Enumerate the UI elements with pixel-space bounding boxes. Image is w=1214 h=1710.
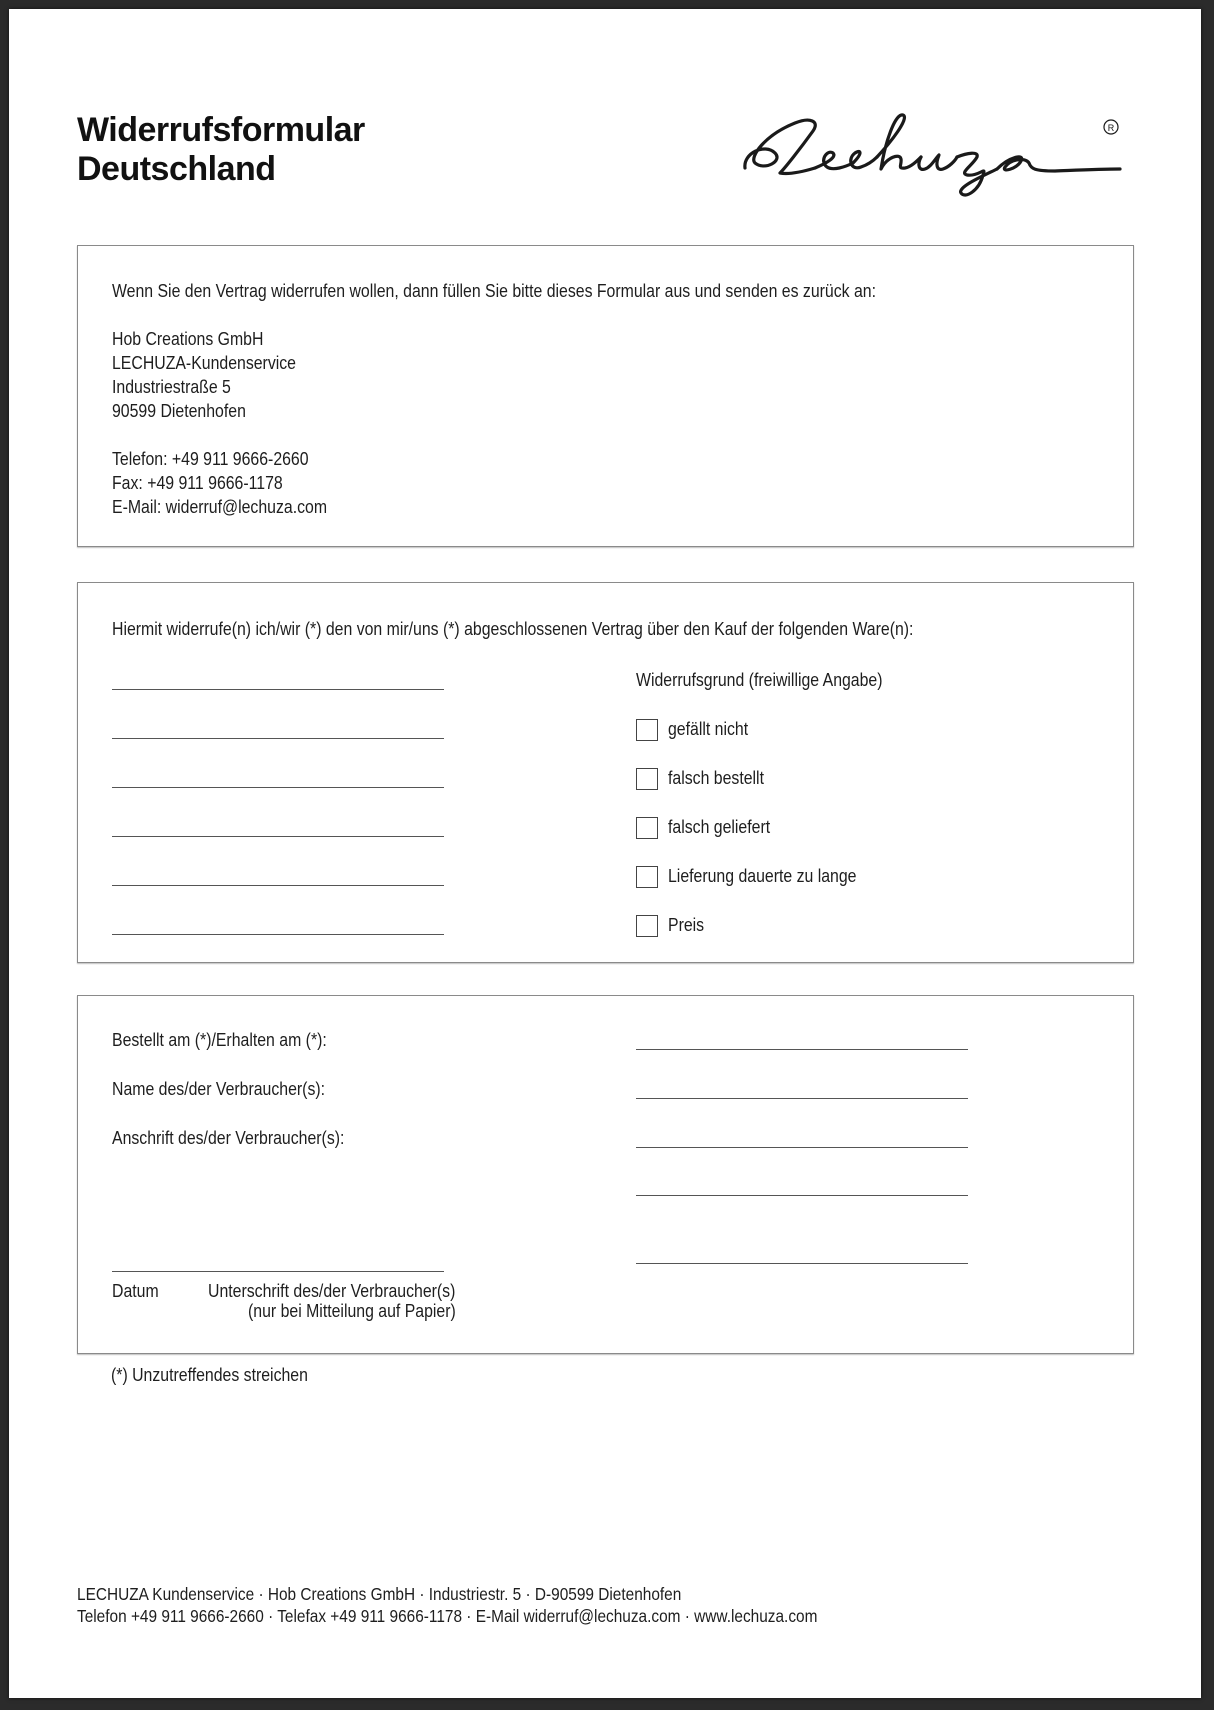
- reason-heading: Widerrufsgrund (freiwillige Angabe): [636, 670, 883, 690]
- reason-checkbox-slow-delivery[interactable]: [636, 866, 658, 888]
- consumer-box: [77, 995, 1134, 1354]
- contact-phone: Telefon: +49 911 9666-2660: [112, 449, 309, 469]
- ordered-received-line[interactable]: [636, 1049, 968, 1050]
- address-department: LECHUZA-Kundenservice: [112, 353, 297, 373]
- reason-checkbox-wrong-delivery[interactable]: [636, 817, 658, 839]
- contact-email: E-Mail: widerruf@lechuza.com: [112, 497, 328, 517]
- svg-text:R: R: [1107, 123, 1115, 133]
- address-city: 90599 Dietenhofen: [112, 401, 246, 421]
- goods-line-5[interactable]: [112, 885, 444, 886]
- address-company: Hob Creations GmbH: [112, 329, 264, 349]
- consumer-name-label: Name des/der Verbraucher(s):: [112, 1079, 326, 1099]
- lechuza-logo: [735, 113, 1125, 203]
- reason-checkbox-wrong-order[interactable]: [636, 768, 658, 790]
- goods-line-1[interactable]: [112, 689, 444, 690]
- reason-label-not-liked: gefällt nicht: [668, 719, 749, 739]
- reason-label-wrong-delivery: falsch geliefert: [668, 817, 771, 837]
- signature-note: (nur bei Mitteilung auf Papier): [248, 1301, 456, 1321]
- reason-label-wrong-order: falsch bestellt: [668, 768, 764, 788]
- consumer-address-label: Anschrift des/der Verbraucher(s):: [112, 1128, 345, 1148]
- date-signature-line[interactable]: [112, 1271, 444, 1272]
- consumer-address-line-2[interactable]: [636, 1195, 968, 1196]
- contact-fax: Fax: +49 911 9666-1178: [112, 473, 283, 493]
- footer-line-2: Telefon +49 911 9666-2660 · Telefax +49 911 9666-1178 · E-Mail widerruf@lechuza.com · www.lechuza.com: [77, 1606, 818, 1626]
- revocation-box: [77, 582, 1134, 963]
- page-title: [77, 111, 365, 189]
- goods-line-6[interactable]: [112, 934, 444, 935]
- address-street: Industriestraße 5: [112, 377, 231, 397]
- reason-label-slow-delivery: Lieferung dauerte zu lange: [668, 866, 857, 886]
- recipient-box: [77, 245, 1134, 547]
- form-page: [9, 9, 1201, 1698]
- footer-line-1: LECHUZA Kundenservice · Hob Creations GmbH · Industriestr. 5 · D-90599 Dietenhofen: [77, 1584, 682, 1604]
- consumer-name-line[interactable]: [636, 1098, 968, 1099]
- strike-note: (*) Unzutreffendes streichen: [111, 1365, 308, 1385]
- ordered-received-label: Bestellt am (*)/Erhalten am (*):: [112, 1030, 327, 1050]
- reason-checkbox-price[interactable]: [636, 915, 658, 937]
- signature-label: Unterschrift des/der Verbraucher(s): [208, 1281, 456, 1301]
- signature-line-right[interactable]: [636, 1263, 968, 1264]
- title-line-2: Deutschland: [77, 150, 276, 188]
- goods-line-2[interactable]: [112, 738, 444, 739]
- footer: [77, 1583, 918, 1627]
- goods-line-4[interactable]: [112, 836, 444, 837]
- revocation-statement: Hiermit widerrufe(n) ich/wir (*) den von mir/uns (*) abgeschlossenen Vertrag über den Kauf der folgenden Ware(n):: [112, 619, 914, 639]
- reason-label-price: Preis: [668, 915, 705, 935]
- date-label: Datum: [112, 1281, 159, 1301]
- reason-checkbox-not-liked[interactable]: [636, 719, 658, 741]
- title-line-1: Widerrufsformular: [77, 111, 365, 149]
- intro-text: Wenn Sie den Vertrag widerrufen wollen, dann füllen Sie bitte dieses Formular aus und senden es zurück an:: [112, 281, 877, 301]
- consumer-address-line-1[interactable]: [636, 1147, 968, 1148]
- goods-line-3[interactable]: [112, 787, 444, 788]
